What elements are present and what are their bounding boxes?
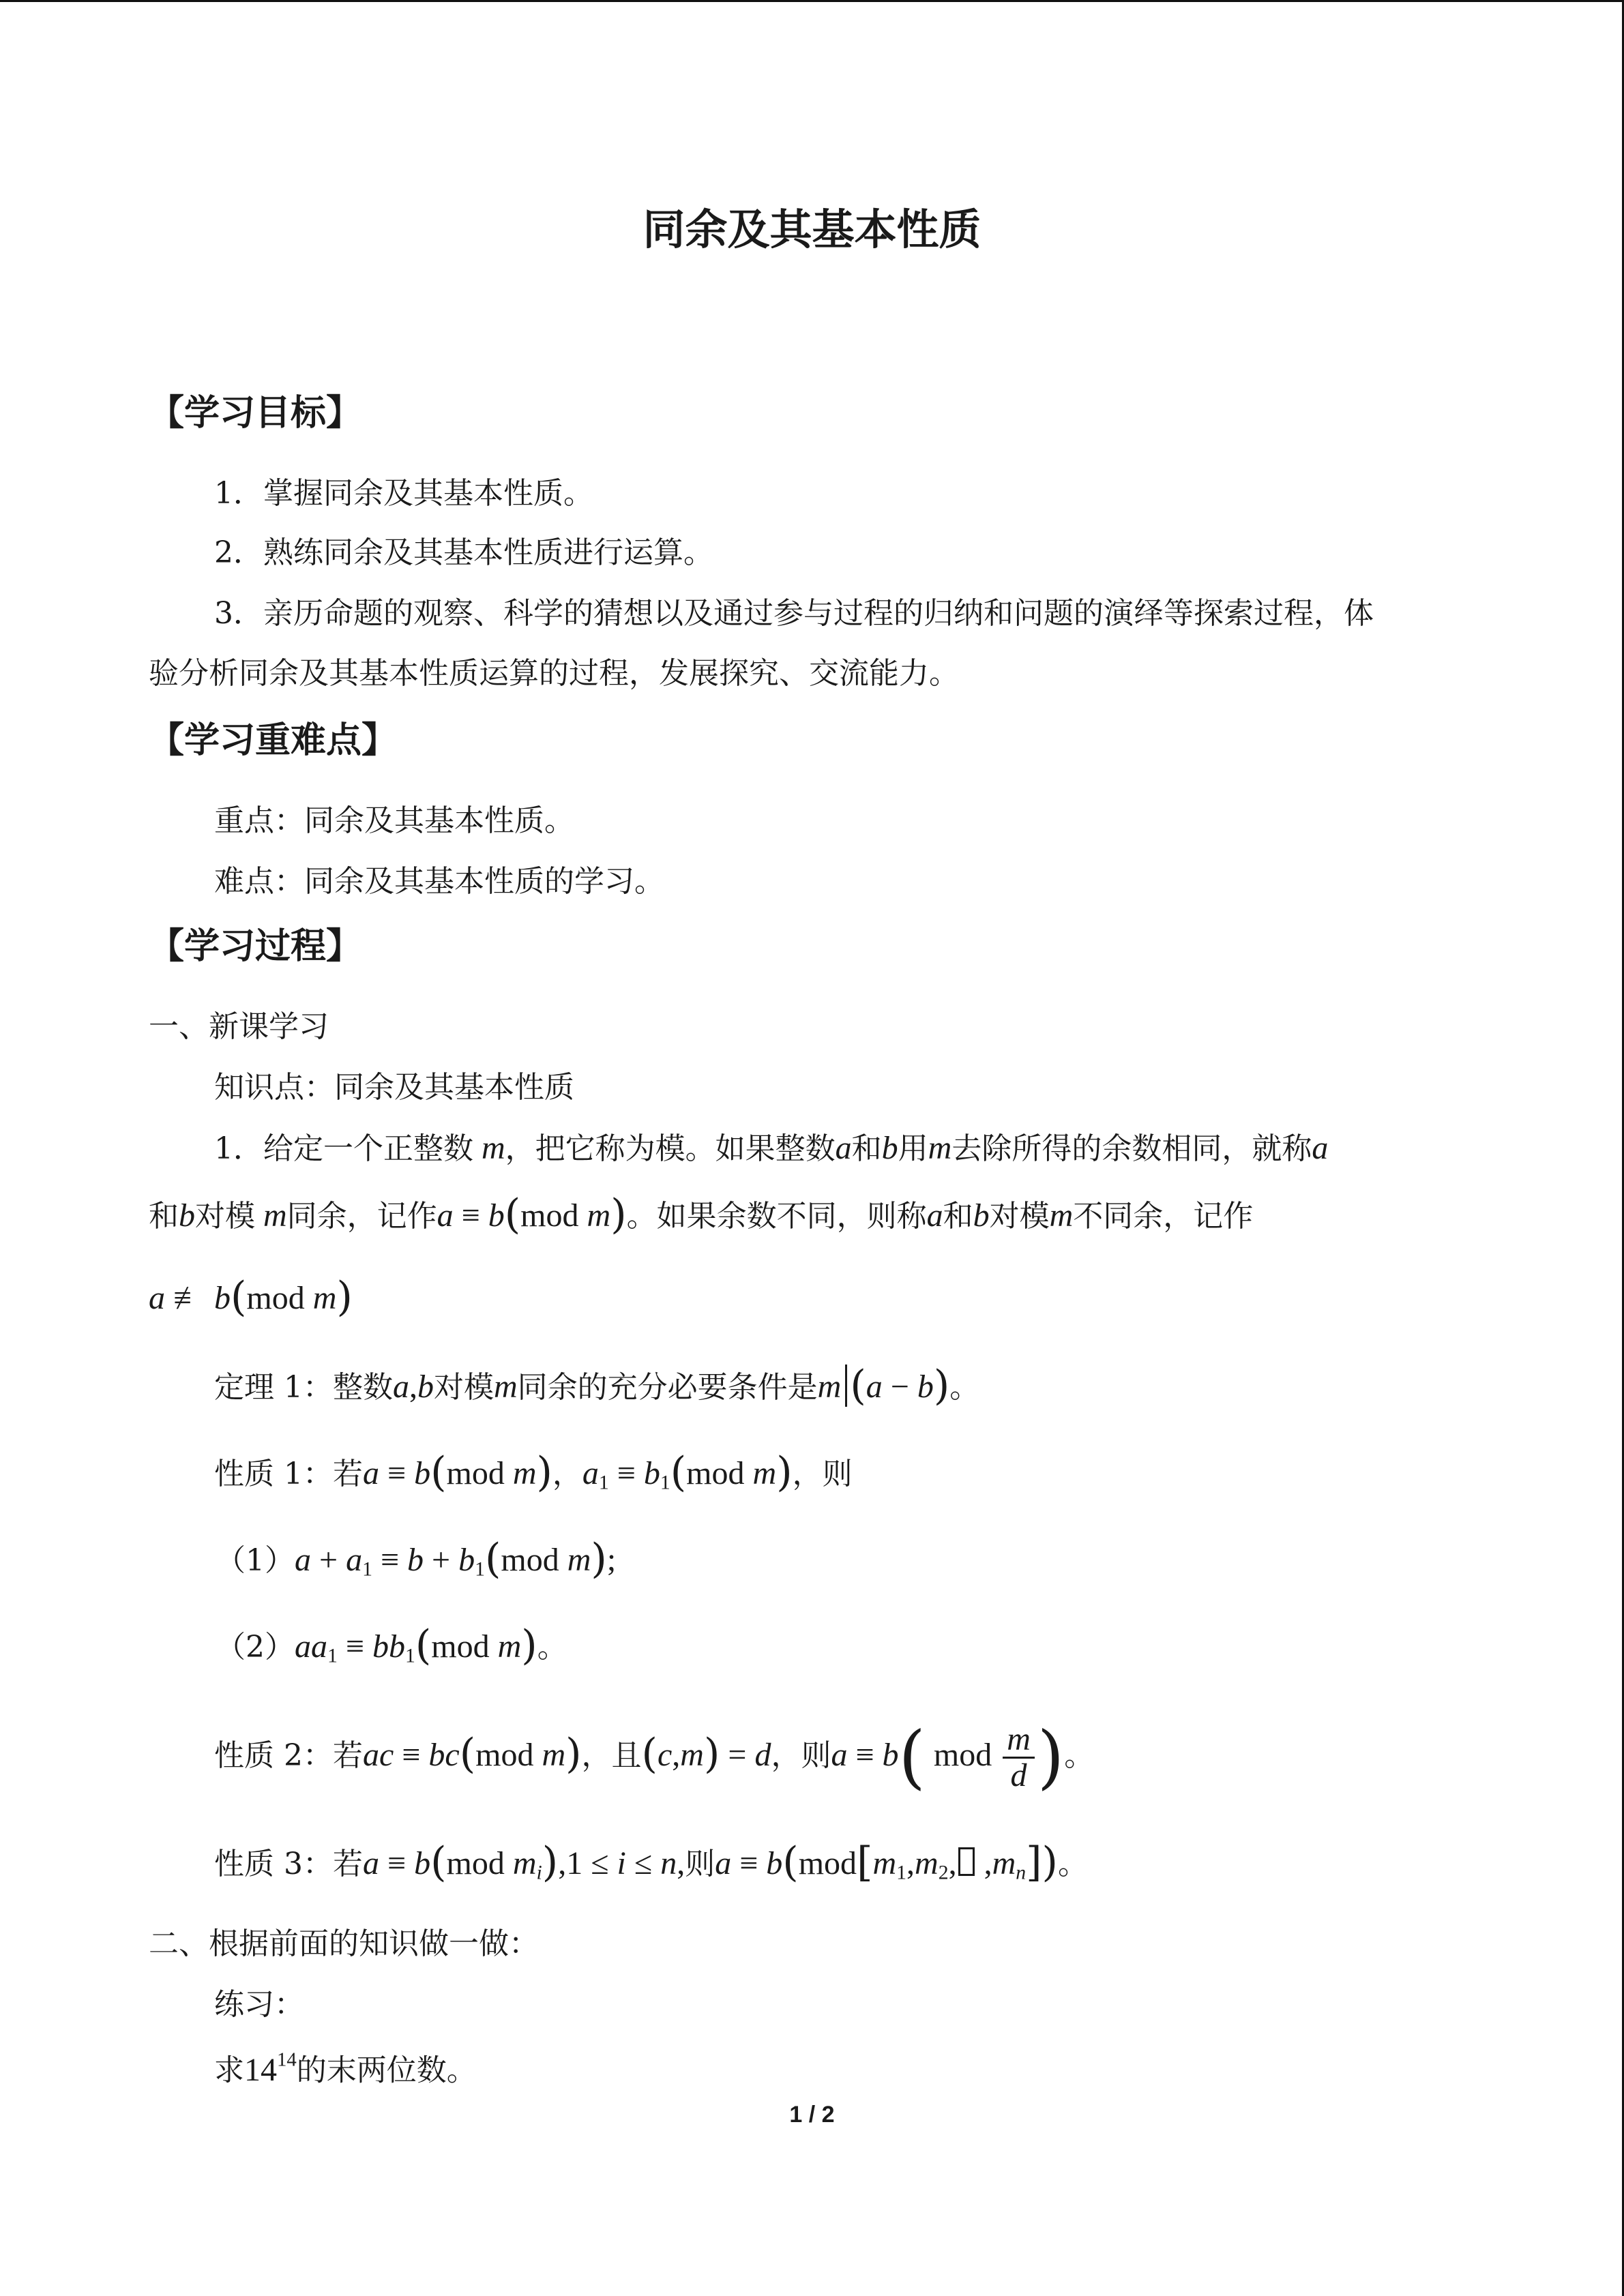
objective-item-3-line-1: 3．亲历命题的观察、科学的猜想以及通过参与过程的归纳和问题的演绎等探索过程，体	[214, 596, 1374, 631]
objective-item-3-line-2: 验分析同余及其基本性质运算的过程，发展探究、交流能力。	[149, 656, 959, 691]
definition-line-2: 和b对模 m同余，记作a ≡ b(mod m)。如果余数不同，则称a和b对模m不同余，记作	[149, 1191, 1254, 1238]
part-2-heading: 二、根据前面的知识做一做：	[149, 1926, 539, 1961]
property-1-item-1: $(1)a + a_1 \equiv b + b_1(mod$ m);	[216, 1535, 617, 1583]
ellipsis-placeholder-glyph	[958, 1847, 975, 1876]
difficult-point: 难点：同余及其基本性质的学习。	[214, 864, 664, 899]
page-title: 同余及其基本性质	[643, 205, 981, 254]
key-point: 重点：同余及其基本性质。	[214, 803, 574, 838]
property-1-item-2: $(2)aa_1 \equiv bb_1(mod$ m)。	[216, 1622, 567, 1669]
objective-item-1: 1．掌握同余及其基本性质。	[214, 476, 593, 511]
part-1-heading: 一、新课学习	[149, 1009, 329, 1044]
process-heading: 【学习过程】	[149, 926, 362, 967]
definition-line-1: 1．给定一个正整数 m，把它称为模。如果整数a和b用m去除所得的余数相同，就称a	[214, 1130, 1329, 1166]
exercise-question: 求$14^{14}$的末两位数。	[214, 2048, 477, 2088]
not-congruent-formula: a ≢ b(mod m)	[149, 1273, 353, 1321]
objective-item-2: 2．熟练同余及其基本性质进行运算。	[214, 535, 713, 570]
property-1: 性质 1：若a ≡ b(mod m)，$a_1 \equiv b_1(mod$ m)，则	[214, 1448, 853, 1496]
property-3: 性质 3：若a ≡ b(mod mi),1 ≤ i ≤ n,则$a \equiv b(mod[m_1,m_2$, ,mn])。	[214, 1838, 1088, 1886]
objectives-heading: 【学习目标】	[149, 393, 362, 434]
exercise-label: 练习：	[214, 1987, 304, 2022]
page-border-top	[0, 0, 1624, 2]
knowledge-point: 知识点：同余及其基本性质	[214, 1070, 574, 1105]
theorem-1: 定理 1：整数a,b对模m同余的充分必要条件是m (a − b)。	[214, 1362, 980, 1410]
difficulties-heading: 【学习重难点】	[149, 720, 398, 761]
property-2: 性质 2：若ac ≡ bc(mod m)，且(c,m) = d，则a ≡ b( mod $\frac{m}{d}$ )。	[214, 1716, 1095, 1798]
page-number: 1 / 2	[789, 2102, 835, 2128]
